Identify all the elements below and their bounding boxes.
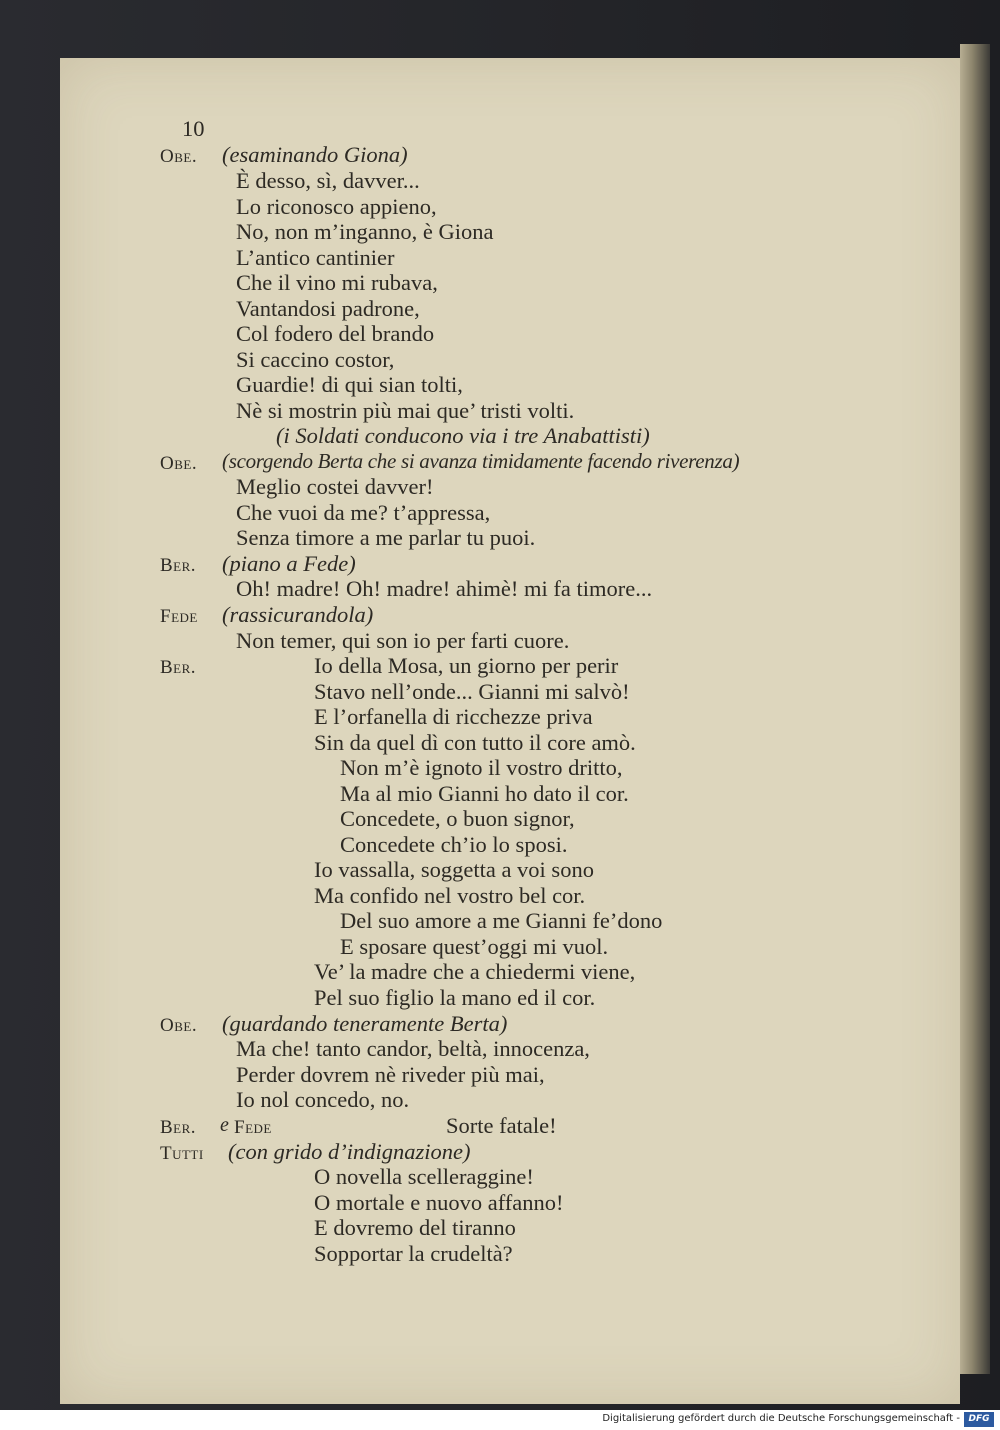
verse-line: Vantandosi padrone, <box>236 296 420 321</box>
stage-direction: (scorgendo Berta che si avanza timidamente facendo riverenza) <box>222 449 740 473</box>
verse-line: Sopportar la crudeltà? <box>314 1241 513 1266</box>
verse-line: Che vuoi da me? t’appressa, <box>236 500 491 525</box>
verse-line: Guardie! di qui sian tolti, <box>236 372 463 397</box>
verse-line: È desso, sì, davver... <box>236 168 420 193</box>
verse-line: L’antico cantinier <box>236 245 395 270</box>
verse-line: Ma che! tanto candor, beltà, innocenza, <box>236 1036 590 1061</box>
verse-line: Non temer, qui son io per farti cuore. <box>236 628 570 653</box>
verse-line: Meglio costei davver! <box>236 474 434 499</box>
speaker-label: Obe. <box>160 146 198 167</box>
speaker-label: Ber. <box>160 1117 197 1138</box>
speaker-label: Obe. <box>160 453 198 474</box>
verse-line: Senza timore a me parlar tu puoi. <box>236 525 536 550</box>
stage-direction: (i Soldati conducono via i tre Anabattisti) <box>276 423 650 448</box>
speaker-label: Ber. <box>160 657 197 678</box>
verse-line: E l’orfanella di ricchezze priva <box>314 704 593 729</box>
verse-line: O mortale e nuovo affanno! <box>314 1190 564 1215</box>
verse-line: Pel suo figlio la mano ed il cor. <box>314 985 596 1010</box>
verse-line: No, non m’inganno, è Giona <box>236 219 494 244</box>
verse-line: Non m’è ignoto il vostro dritto, <box>340 755 623 780</box>
verse-line: Ma al mio Gianni ho dato il cor. <box>340 781 629 806</box>
verse-line: Io nol concedo, no. <box>236 1087 410 1112</box>
stage-direction: (piano a Fede) <box>222 551 356 576</box>
page-number: 10 <box>182 116 205 141</box>
speaker-label: Fede <box>234 1117 272 1138</box>
speaker-label: Tutti <box>160 1143 204 1164</box>
stage-direction: (esaminando Giona) <box>222 142 408 167</box>
verse-line: Io della Mosa, un giorno per perir <box>314 653 619 678</box>
dfg-logo: DFG <box>964 1412 994 1427</box>
verse-line: Si caccino costor, <box>236 347 395 372</box>
verse-line: Del suo amore a me Gianni fe’dono <box>340 908 663 933</box>
verse-line: Stavo nell’onde... Gianni mi salvò! <box>314 679 630 704</box>
verse-line: Nè si mostrin più mai que’ tristi volti. <box>236 398 575 423</box>
speaker-conjunction: e <box>220 1114 229 1136</box>
stage-direction: (rassicurandola) <box>222 602 374 627</box>
verse-line: Ve’ la madre che a chiedermi viene, <box>314 959 636 984</box>
verse-line: E sposare quest’oggi mi vuol. <box>340 934 609 959</box>
verse-line: Concedete ch’io lo sposi. <box>340 832 568 857</box>
verse-line: Io vassalla, soggetta a voi sono <box>314 857 594 882</box>
speaker-label: Obe. <box>160 1015 198 1036</box>
page-edge <box>960 44 990 1374</box>
verse-line: Lo riconosco appieno, <box>236 194 437 219</box>
verse-line: Oh! madre! Oh! madre! ahimè! mi fa timore... <box>236 576 653 601</box>
verse-line: Ma confido nel vostro bel cor. <box>314 883 586 908</box>
verse-line: O novella scelleraggine! <box>314 1164 534 1189</box>
verse-line: Sorte fatale! <box>446 1113 557 1138</box>
speaker-label: Fede <box>160 606 198 627</box>
footer-credit: Digitalisierung gefördert durch die Deutsche Forschungsgemeinschaft - <box>602 1413 960 1424</box>
verse-line: Col fodero del brando <box>236 321 435 346</box>
speaker-label: Ber. <box>160 555 197 576</box>
book-page <box>60 58 960 1404</box>
stage-direction: (guardando teneramente Berta) <box>222 1011 508 1036</box>
stage-direction: (con grido d’indignazione) <box>228 1139 471 1164</box>
verse-line: E dovremo del tiranno <box>314 1215 516 1240</box>
verse-line: Che il vino mi rubava, <box>236 270 438 295</box>
footer-bar <box>0 1410 1000 1430</box>
verse-line: Perder dovrem nè riveder più mai, <box>236 1062 545 1087</box>
verse-line: Concedete, o buon signor, <box>340 806 575 831</box>
verse-line: Sin da quel dì con tutto il core amò. <box>314 730 636 755</box>
